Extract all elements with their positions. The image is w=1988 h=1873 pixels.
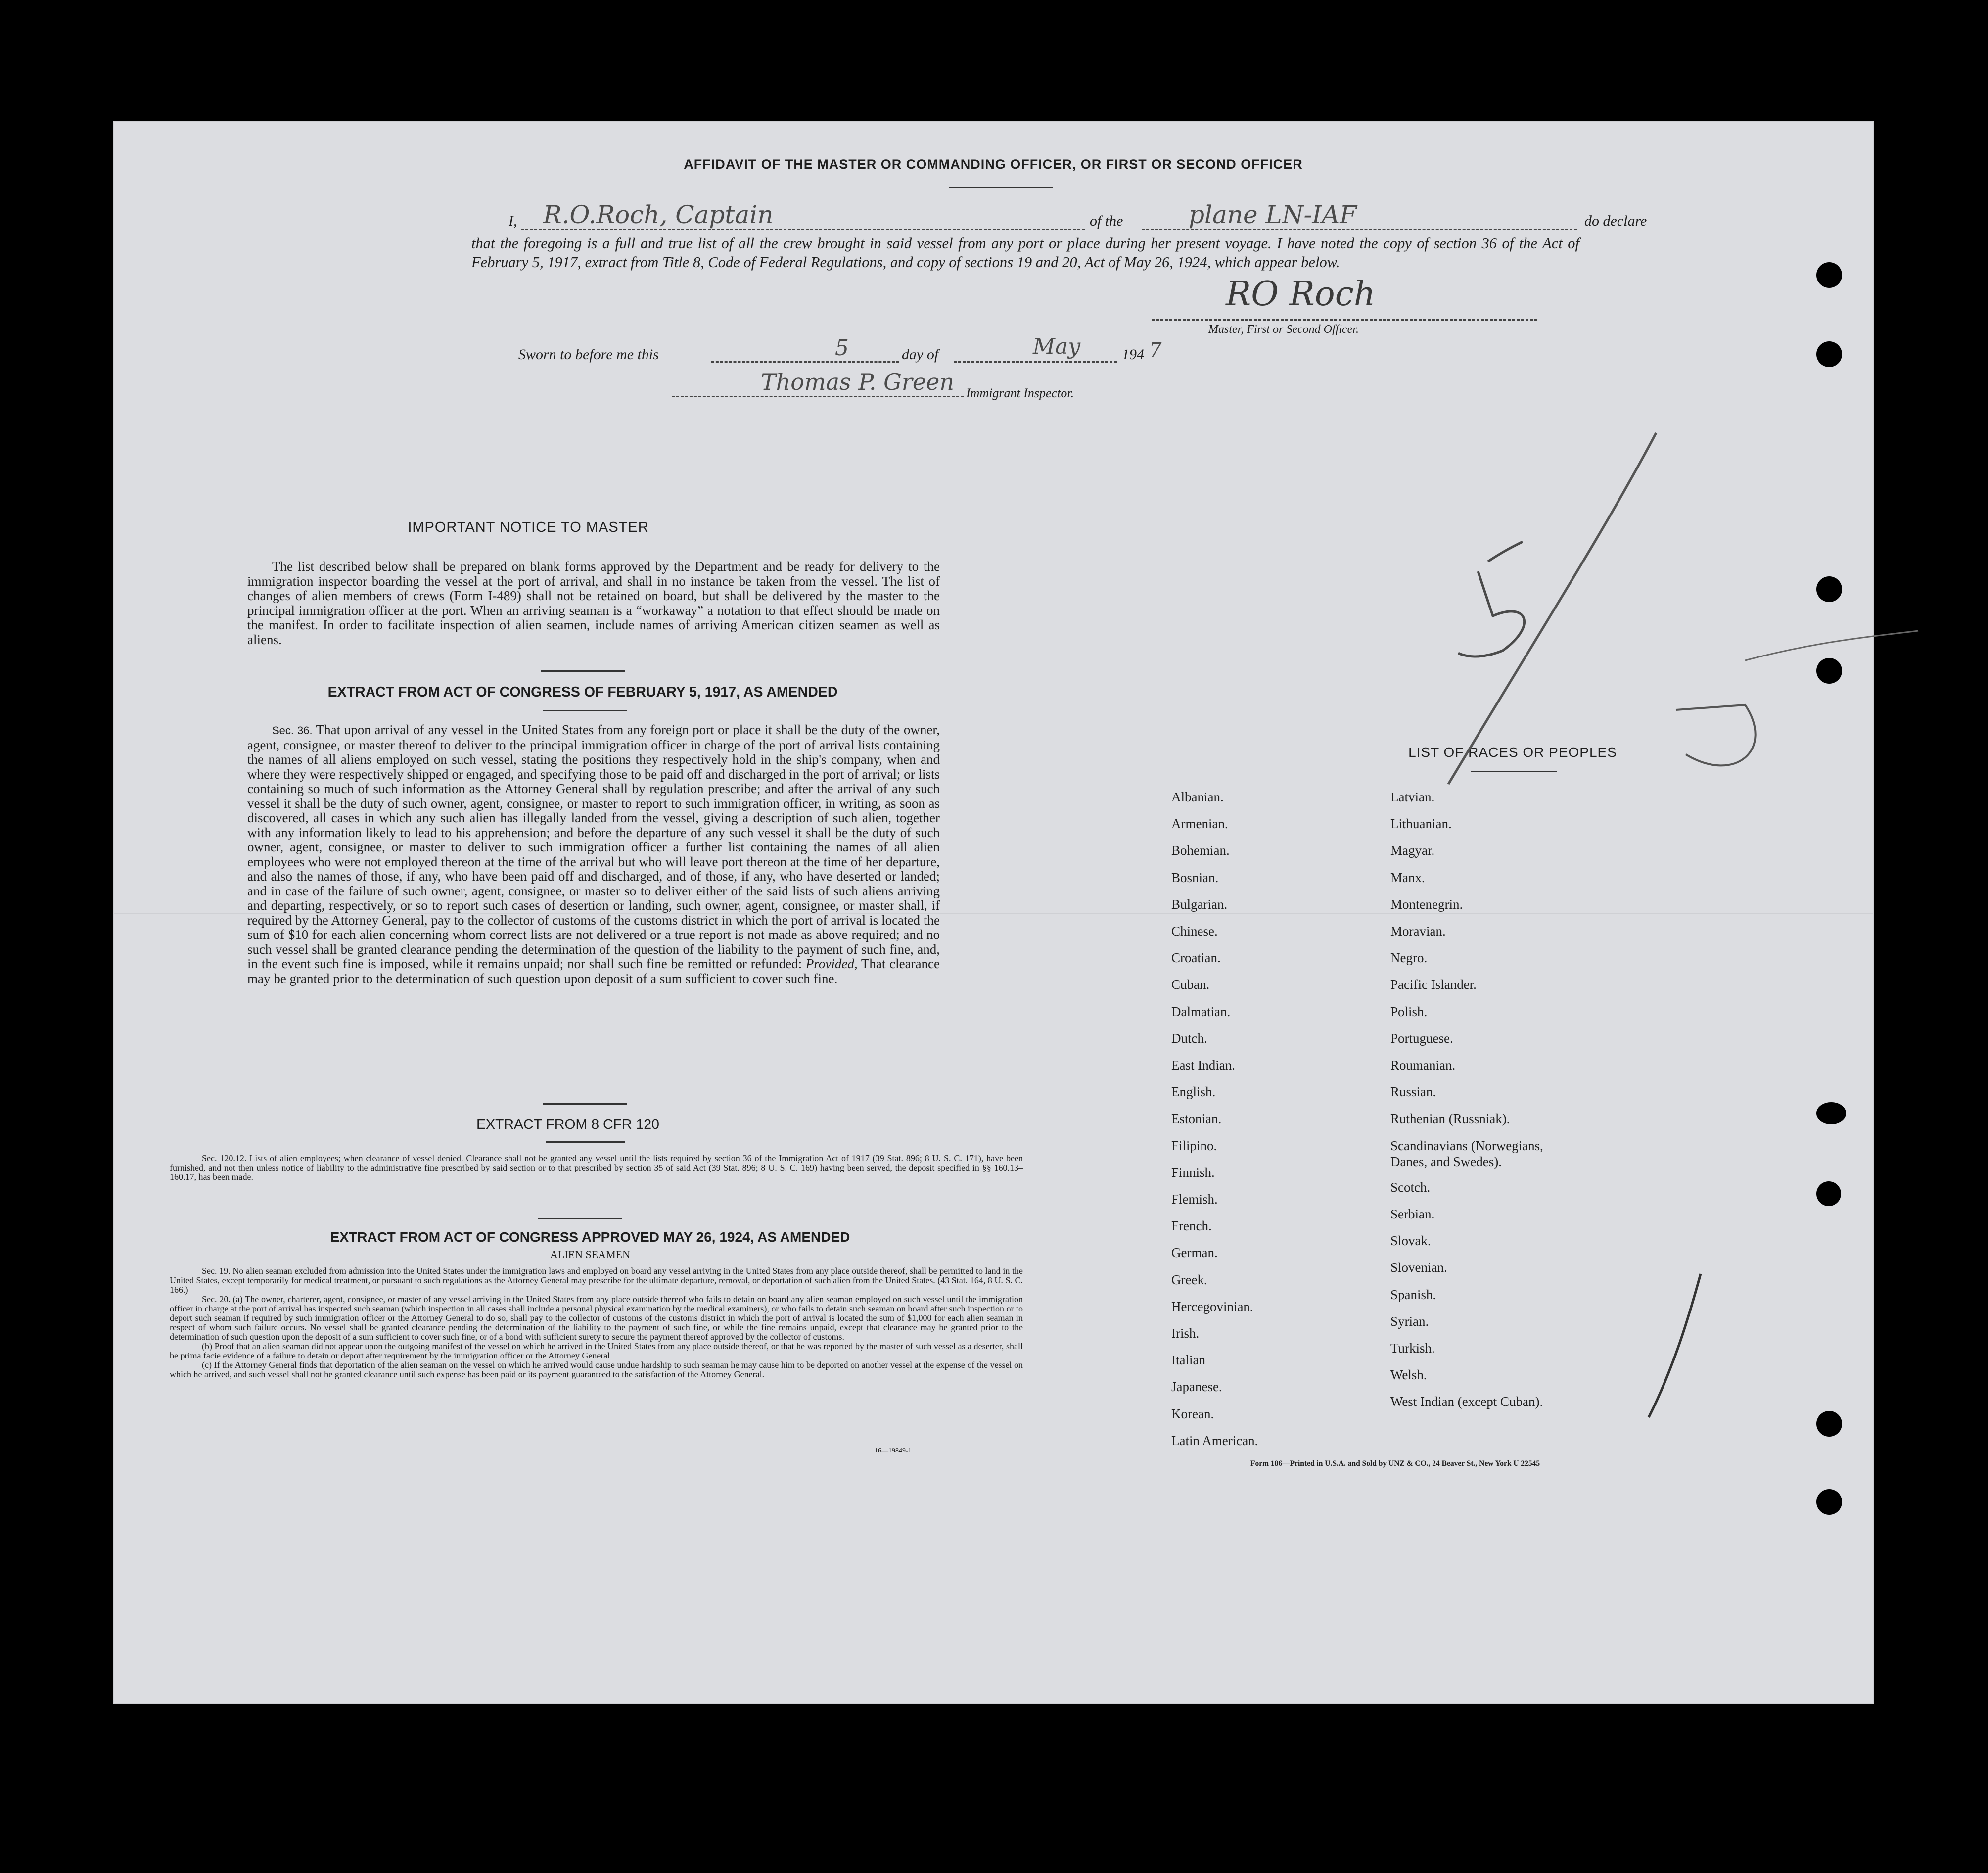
race-item: Greek. xyxy=(1171,1272,1207,1287)
sworn-month-line xyxy=(954,361,1117,363)
sec-20a-paragraph: Sec. 20. (a) The owner, charterer, agent, consignee, or master of any vessel arriving in the United States from any place outside thereof who fails to detain on board any alien seaman employed on such vessel until the immigration officer in charge at the port of arrival has inspected such seaman (which inspection in all cases shall include a personal physical examination by the medical examiners), or who fails to detain such seaman on board after such inspection or to deport such seaman if required by such immigration officer or the Attorney General to do so, shall pay to the collector of customs of the customs district in which the port of arrival is located the sum of $1,000 for each alien seaman in respect of whom such failure occurs. No vessel shall be granted clearance pending the determination of the liability to the payment of such fine, or while the fine remains unpaid, except that clearance may be granted prior to the determination of such question upon the deposit of a sum sufficient to cover such fine, or of a bond with sufficient surety to secure the payment thereof approved by the collector of customs. xyxy=(170,1294,1023,1342)
race-item: Chinese. xyxy=(1171,924,1218,938)
race-item: Latvian. xyxy=(1390,790,1435,804)
race-item: Bulgarian. xyxy=(1171,896,1228,912)
sworn-year-prefix: 194 xyxy=(1122,346,1144,363)
tally-mark xyxy=(1617,1269,1715,1427)
handwritten-name: R.O.Roch, Captain xyxy=(543,200,774,229)
fraction-slash-mark xyxy=(1448,433,1656,784)
race-item: French. xyxy=(1171,1218,1212,1234)
affidavit-title: AFFIDAVIT OF THE MASTER OR COMMANDING OFFICER, OR FIRST OR SECOND OFFICER xyxy=(684,157,1303,172)
race-item: Montenegrin. xyxy=(1390,896,1463,912)
extract-cfr-title: EXTRACT FROM 8 CFR 120 xyxy=(476,1117,660,1132)
race-item: Ruthenian (Russniak). xyxy=(1390,1111,1510,1126)
binder-hole xyxy=(1816,1411,1842,1437)
affidavit-do-declare: do declare xyxy=(1584,213,1647,229)
document-page xyxy=(113,121,1874,1704)
extract-1924-title: EXTRACT FROM ACT OF CONGRESS APPROVED MAY 26, 1924, AS AMENDED xyxy=(330,1229,850,1245)
race-item: Italian xyxy=(1171,1353,1205,1368)
sec-36-body: That upon arrival of any vessel in the United States from any foreign port or place it shall be the duty of the owner, agent, consignee, or master thereof to deliver to the principal immigration officer in charge of the port of arrival lists containing the names of all aliens employed on such vessel, stating the positions they respectively hold in the ship's company, when and where they were respectively shipped or engaged, and specifying those to be paid off and discharged in the port of arrival; or lists containing so much of such information as the Attorney General shall by regulation prescribe; and after the arrival of any such vessel it shall be the duty of such owner, agent, consignee, or master to report to such immigration officer, in writing, as soon as discovered, all cases in which any such alien has illegally landed from the vessel, giving a description of such alien, together with any information likely to lead to his apprehension; and before the departure of any such vessel it shall be the duty of such owner, agent, consignee, or master to deliver to such immigration officer a further list containing the names of all alien employees who were not employed thereon at the time of the arrival but who will leave port thereon at the time of her departure, and also the names of those, if any, who have been paid off and discharged, and of those, if any, who have deserted or landed; and in case of the failure of such owner, agent, consignee, or master so to deliver either of the said lists of such aliens arriving and departing, respectively, or so to report such cases of desertion or landing, such owner, agent, consignee, or master shall, if required by the Attorney General, pay to the collector of customs of the customs district in which the port of arrival is located the sum of $10 for each alien concerning whom correct lists are not delivered or a true report is not made as above required; and no such vessel shall be granted clearance pending the determination of the question of the liability to the payment of such fine, and, in the event such fine is imposed, while it remains unpaid; nor shall such fine be remitted or refunded: xyxy=(247,722,940,971)
race-item: Turkish. xyxy=(1390,1341,1435,1356)
fraction-numerator-mark xyxy=(1458,542,1525,656)
race-item: Japanese. xyxy=(1171,1379,1222,1395)
sec-36-label: Sec. 36. xyxy=(272,724,313,737)
races-title: LIST OF RACES OR PEOPLES xyxy=(1408,745,1617,760)
extract-cfr-rule xyxy=(546,1141,625,1143)
race-item: Filipino. xyxy=(1171,1138,1217,1153)
race-item: Slovenian. xyxy=(1390,1260,1447,1275)
race-item: Bohemian. xyxy=(1171,843,1230,858)
race-item: Bosnian. xyxy=(1171,870,1219,885)
race-item: English. xyxy=(1171,1084,1216,1100)
notice-text: The list described below shall be prepared on blank forms approved by the Department and be ready for delivery to the immigration inspector boarding the vessel at the port of arrival, and shall in no instance be taken from the vessel. The list of changes of alien members of crews (Form I-489) shall not be retained on board, but shall be delivered by the master to the principal immigration officer at the port. When an arriving seaman is a “workaway” a notation to that effect should be made on the manifest. In order to facilitate inspection of alien seamen, include names of arriving American citizen seamen as well as aliens. xyxy=(247,559,940,647)
extract-1917-rule xyxy=(543,710,627,711)
affidavit-line1-prefix: I, xyxy=(509,213,517,229)
notice-title: IMPORTANT NOTICE TO MASTER xyxy=(408,519,649,535)
race-item: Flemish. xyxy=(1171,1192,1218,1207)
notice-rule xyxy=(541,670,625,672)
extract-1917-end-rule xyxy=(543,1103,627,1105)
binder-hole xyxy=(1816,1489,1842,1515)
race-item: West Indian (except Cuban). xyxy=(1390,1394,1543,1409)
race-item: Korean. xyxy=(1171,1406,1214,1421)
extract-1917-title: EXTRACT FROM ACT OF CONGRESS OF FEBRUARY 5, 1917, AS AMENDED xyxy=(327,684,838,700)
pencil-annotations xyxy=(1349,428,1943,873)
master-label: Master, First or Second Officer. xyxy=(1208,323,1359,336)
race-item: German. xyxy=(1171,1245,1218,1261)
race-item: Welsh. xyxy=(1390,1367,1427,1383)
handwritten-year: 7 xyxy=(1149,339,1162,362)
race-item: Syrian. xyxy=(1390,1313,1429,1329)
sec-20b-paragraph: (b) Proof that an alien seaman did not appear upon the outgoing manifest of the vessel on which he arrived in the United States from any place outside thereof, or that he was reported by the master of such vessel as a deserter, shall be prima facie evidence of a failure to detain or deport after requirement by the immigration officer or the Attorney General. xyxy=(170,1341,1023,1360)
race-item: Hercegovinian. xyxy=(1171,1299,1253,1314)
sec-19-paragraph: Sec. 19. No alien seaman excluded from admission into the United States under the immigration laws and employed on board any vessel arriving in the United States from any place outside thereof, shall be permitted to land in the United States, except temporarily for medical treatment, or pursuant to such regulations as the Attorney General may prescribe for the ultimate departure, removal, or deportation of such alien from the United States. (43 Stat. 164, 8 U. S. C. 166.) xyxy=(170,1266,1023,1295)
binder-hole xyxy=(1816,1181,1841,1206)
race-item: Lithuanian. xyxy=(1390,816,1452,832)
inspector-signature-line xyxy=(672,396,964,397)
race-item: Serbian. xyxy=(1390,1207,1435,1221)
race-item: Manx. xyxy=(1390,870,1425,885)
race-item: Magyar. xyxy=(1390,843,1435,858)
binder-hole xyxy=(1816,658,1842,684)
race-item: Negro. xyxy=(1390,950,1428,966)
handwritten-day: 5 xyxy=(835,335,849,361)
sec-20c-paragraph: (c) If the Attorney General finds that deportation of the alien seaman on the vessel on which he arrived would cause undue hardship to such seaman he may cause him to be deported on another vessel at the expense of the vessel on which he arrived, and such vessel shall not be granted clearance until such expense has been paid or its payment guaranteed to the satisfaction of the Attorney General. xyxy=(170,1360,1023,1379)
inspector-label: Immigrant Inspector. xyxy=(966,386,1074,400)
affidavit-declaration: that the foregoing is a full and true list of all the crew brought in said vessel from any port or place during her present voyage. I have noted the copy of section 36 of the Act of February 5, 1917, extract from Title 8, Code of Federal Regulations, and copy of sections 19 and 20, Act of May 26, 1924, which appear below. xyxy=(471,235,1579,271)
race-item: Estonian. xyxy=(1171,1111,1222,1126)
race-item: Cuban. xyxy=(1171,977,1210,992)
proviso-text: That clearance may be granted prior to the determination of such question upon deposit of a sum sufficient to cover such fine. xyxy=(247,956,940,986)
sworn-day-of: day of xyxy=(902,346,939,363)
fraction-bar-mark xyxy=(1745,631,1918,660)
handwritten-month: May xyxy=(1033,334,1081,359)
race-item: Russian. xyxy=(1390,1084,1436,1100)
race-item: Polish. xyxy=(1390,1004,1428,1019)
race-item: Spanish. xyxy=(1390,1287,1436,1302)
race-item: East Indian. xyxy=(1171,1058,1235,1073)
race-item: Pacific Islander. xyxy=(1390,977,1477,992)
form-code: 16—19849-1 xyxy=(875,1447,912,1454)
race-item: Croatian. xyxy=(1171,950,1221,966)
race-item: Albanian. xyxy=(1171,790,1224,804)
race-item: Scandinavians (Norwegians, Danes, and Swedes). xyxy=(1390,1138,1543,1169)
affidavit-of-the: of the xyxy=(1090,213,1123,229)
binder-hole xyxy=(1816,1102,1846,1124)
race-item: Dutch. xyxy=(1171,1030,1207,1046)
race-item: Roumanian. xyxy=(1390,1058,1456,1073)
sworn-day-line xyxy=(711,361,899,363)
cfr-text: Sec. 120.12. Lists of alien employees; when clearance of vessel denied. Clearance shall not be granted any vessel until the lists required by section 36 of the Immigration Act of 1917 (39 Stat. 896; 8 U. S. C. 171), have been furnished, and not then unless notice of liability to the administrative fine prescribed by said section or to that prescribed by section 35 of said Act (39 Stat. 896; 8 U. S. C. 169) having been served, the deposit specified in §§ 160.13–160.17, has been made. xyxy=(170,1153,1023,1182)
race-item: Slovak. xyxy=(1390,1233,1431,1249)
alien-seamen-subtitle: ALIEN SEAMEN xyxy=(550,1248,630,1261)
handwritten-vessel: plane LN-IAF xyxy=(1189,200,1357,229)
fraction-denominator-mark xyxy=(1676,705,1756,765)
printer-footer: Form 186—Printed in U.S.A. and Sold by UNZ & CO., 24 Beaver St., New York U 22545 xyxy=(1250,1459,1540,1468)
section-36-text xyxy=(247,723,940,986)
binder-hole xyxy=(1816,262,1842,288)
extract-cfr-end-rule xyxy=(538,1218,622,1219)
master-signature: RO Roch xyxy=(1226,275,1376,314)
race-item: Dalmatian. xyxy=(1171,1004,1231,1019)
binder-hole xyxy=(1816,576,1842,602)
race-item: Latin American. xyxy=(1171,1433,1258,1448)
sworn-prefix: Sworn to before me this xyxy=(518,346,659,363)
affidavit-title-rule xyxy=(949,187,1053,188)
race-item: Finnish. xyxy=(1171,1165,1215,1180)
proviso-label: Provided, xyxy=(805,956,858,971)
master-signature-line xyxy=(1152,319,1537,321)
inspector-signature: Thomas P. Green xyxy=(761,369,954,395)
race-item: Armenian. xyxy=(1171,816,1228,832)
race-item: Moravian. xyxy=(1390,924,1446,938)
binder-hole xyxy=(1816,341,1842,367)
race-item: Irish. xyxy=(1171,1326,1200,1341)
extract-1924-body xyxy=(170,1266,1023,1379)
race-item: Portuguese. xyxy=(1390,1030,1453,1046)
race-item: Scotch. xyxy=(1390,1179,1431,1195)
